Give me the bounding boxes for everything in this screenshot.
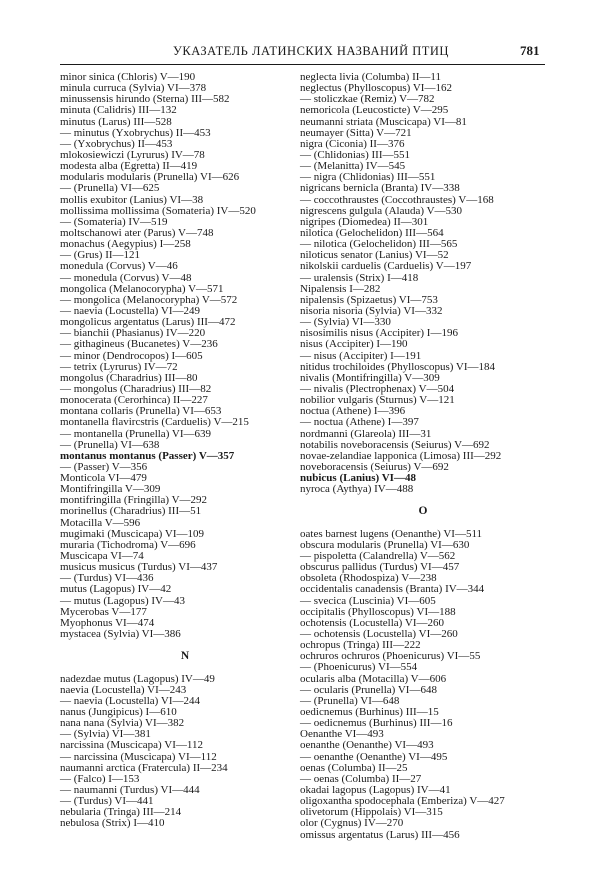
index-entry: — nisus (Accipiter) I—191 <box>300 349 422 362</box>
index-entry: nubicus (Lanius) VI—48 <box>300 472 416 485</box>
index-entry: mollissima mollissima (Somateria) IV—520 <box>60 204 256 217</box>
index-entry: minula curruca (Sylvia) VI—378 <box>60 82 207 95</box>
index-entry: mongolicus argentatus (Larus) III—472 <box>60 316 236 329</box>
index-entry: — (Passer) V—356 <box>60 460 148 473</box>
index-entry: — (Sylvia) VI—381 <box>60 728 151 741</box>
index-entry: — (Melanitta) IV—545 <box>300 160 406 173</box>
index-entry: — mongolica (Melanocorypha) V—572 <box>60 293 238 306</box>
index-entry: — nivalis (Plectrophenax) V—504 <box>300 382 455 395</box>
index-entry: mystacea (Sylvia) VI—386 <box>60 628 181 641</box>
index-entry: — (Turdus) VI—441 <box>60 795 154 808</box>
index-entry: naevia (Locustella) VI—243 <box>60 683 187 696</box>
page-header <box>0 44 545 64</box>
index-entry: nigricans bernicla (Branta) IV—338 <box>300 182 460 195</box>
index-entry: morinellus (Charadrius) III—51 <box>60 505 202 518</box>
index-entry: nipalensis (Spizaetus) VI—753 <box>300 293 438 306</box>
index-entry: — (Phoenicurus) VI—554 <box>300 661 418 674</box>
index-entry: monedula (Corvus) V—46 <box>60 260 178 273</box>
section-letter: O <box>418 505 428 518</box>
index-entry: — oenanthe (Oenanthe) VI—495 <box>300 750 448 763</box>
index-entry: Montifringilla V—309 <box>60 483 161 496</box>
index-entry: — githagineus (Bucanetes) V—236 <box>60 338 218 351</box>
index-entry: minutus (Larus) III—528 <box>60 115 172 128</box>
index-entry: Nipalensis I—282 <box>300 282 381 295</box>
index-entry: occidentalis canadensis (Branta) IV—344 <box>300 583 485 596</box>
index-entry: okadai lagopus (Lagopus) IV—41 <box>300 784 451 797</box>
index-entry: modularis modularis (Prunella) VI—626 <box>60 171 240 184</box>
index-entry: — narcissina (Muscicapa) VI—112 <box>60 750 217 763</box>
section-letter: N <box>180 650 190 663</box>
index-entry: nivalis (Montifringilla) V—309 <box>300 371 440 384</box>
index-entry: montifringilla (Fringilla) V—292 <box>60 494 208 507</box>
index-entry: — coccothraustes (Coccothraustes) V—168 <box>300 193 494 206</box>
index-entry: noveboracensis (Seiurus) V—692 <box>300 460 449 473</box>
index-entry: — minor (Dendrocopos) I—605 <box>60 349 203 362</box>
index-entry: — nigra (Chlidonias) III—551 <box>300 171 436 184</box>
index-entry: occipitalis (Phylloscopus) VI—188 <box>300 605 456 618</box>
index-entry: — mutus (Lagopus) IV—43 <box>60 594 185 607</box>
index-entry: nigripes (Diomedea) II—301 <box>300 215 429 228</box>
index-entry: obscurus pallidus (Turdus) VI—457 <box>300 561 460 574</box>
index-entry: noctua (Athene) I—396 <box>300 405 406 418</box>
index-entry: oenas (Columba) II—25 <box>300 761 408 774</box>
index-entry: nisosimilis nisus (Accipiter) I—196 <box>300 327 458 340</box>
index-entry: nisoria nisoria (Sylvia) VI—332 <box>300 304 443 317</box>
index-entry: — pispoletta (Calandrella) V—562 <box>300 550 456 563</box>
index-entry: nordmanni (Glareola) III—31 <box>300 427 432 440</box>
index-entry: — tetrix (Lyrurus) IV—72 <box>60 360 178 373</box>
index-entry: naumanni arctica (Fratercula) II—234 <box>60 761 228 774</box>
index-entry: omissus argentatus (Larus) III—456 <box>300 828 460 841</box>
index-entry: — oedicnemus (Burhinus) III—16 <box>300 717 453 730</box>
index-entry: minuta (Calidris) III—132 <box>60 104 177 117</box>
header-rule <box>60 64 545 65</box>
index-entry: nadezdae mutus (Lagopus) IV—49 <box>60 672 215 685</box>
index-entry: nitidus trochiloides (Phylloscopus) VI—184 <box>300 360 496 373</box>
index-entry: montana collaris (Prunella) VI—653 <box>60 405 222 418</box>
index-entry: — ocularis (Prunella) VI—648 <box>300 683 437 696</box>
index-entry: neglectus (Phylloscopus) VI—162 <box>300 82 452 95</box>
index-entry: montanella flavircstris (Carduelis) V—215 <box>60 416 249 429</box>
index-entry: mongolica (Melanocorypha) V—571 <box>60 282 224 295</box>
index-entry: narcissina (Muscicapa) VI—112 <box>60 739 203 752</box>
index-entry: — stoliczkae (Remiz) V—782 <box>300 93 435 106</box>
index-entry: nigrescens gulgula (Alauda) V—530 <box>300 204 463 217</box>
index-entry: minor sinica (Chloris) V—190 <box>60 71 196 83</box>
index-entry: — (Prunella) VI—648 <box>300 694 400 707</box>
index-entry: — (Chlidonias) III—551 <box>300 148 410 161</box>
index-entry: montanus montanus (Passer) V—357 <box>60 449 235 462</box>
index-entry: — nilotica (Gelochelidon) III—565 <box>300 238 458 251</box>
index-entry: — ochotensis (Locustella) VI—260 <box>300 628 458 641</box>
index-entry: neumayer (Sitta) V—721 <box>300 126 412 139</box>
index-entry: neglecta livia (Columba) II—11 <box>300 71 442 83</box>
index-entry: — naevia (Locustella) VI—249 <box>60 304 201 317</box>
index-entry: ochruros ochruros (Phoenicurus) VI—55 <box>300 650 481 663</box>
index-entry: muraria (Tichodroma) V—696 <box>60 538 196 551</box>
index-entry: nyroca (Aythya) IV—488 <box>300 483 414 496</box>
index-entry: — noctua (Athene) I—397 <box>300 416 419 429</box>
index-entry: nemoricola (Leucosticte) V—295 <box>300 104 449 117</box>
index-entry: — (Falco) I—153 <box>60 772 140 785</box>
index-entry: — (Sylvia) VI—330 <box>300 316 391 329</box>
index-entry: — naumanni (Turdus) VI—444 <box>60 784 200 797</box>
index-entry: moltschanowi ater (Parus) V—748 <box>60 226 214 239</box>
index-entry: — monedula (Corvus) V—48 <box>60 271 192 284</box>
index-entry: Oenanthe VI—493 <box>300 728 384 741</box>
index-entry: mollis exubitor (Lanius) VI—38 <box>60 193 204 206</box>
index-entry: notabilis noveboracensis (Seiurus) V—692 <box>300 438 490 451</box>
index-entry: mugimaki (Muscicapa) VI—109 <box>60 527 204 540</box>
index-entry: Muscicapa VI—74 <box>60 550 144 563</box>
index-entry: mlokosiewiczi (Lyrurus) IV—78 <box>60 148 205 161</box>
index-entry: Motacilla V—596 <box>60 516 141 529</box>
index-entry: monocerata (Cerorhinca) II—227 <box>60 394 208 407</box>
index-entry: — (Grus) II—121 <box>60 249 141 262</box>
index-entry: neumanni striata (Muscicapa) VI—81 <box>300 115 467 128</box>
index-entry: minussensis hirundo (Sterna) III—582 <box>60 93 230 106</box>
index-entry: nobilior vulgaris (Sturnus) V—121 <box>300 394 455 407</box>
running-title: УКАЗАТЕЛЬ ЛАТИНСКИХ НАЗВАНИЙ ПТИЦ <box>173 44 449 58</box>
index-entry: monachus (Aegypius) I—258 <box>60 238 191 251</box>
index-entry: — oenas (Columba) II—27 <box>300 772 422 785</box>
index-entry: nikolskii carduelis (Carduelis) V—197 <box>300 260 472 273</box>
index-entry: — naevia (Locustella) VI—244 <box>60 694 201 707</box>
index-entry: — uralensis (Strix) I—418 <box>300 271 419 284</box>
index-entry: obsoleta (Rhodospiza) V—238 <box>300 572 437 585</box>
index-entry: oenanthe (Oenanthe) VI—493 <box>300 739 434 752</box>
index-entry: olivetorum (Hippolais) VI—315 <box>300 806 443 819</box>
index-entry: nigra (Ciconia) II—376 <box>300 137 405 150</box>
index-entry: ocularis alba (Motacilla) V—606 <box>300 672 447 685</box>
index-entry: nisus (Accipiter) I—190 <box>300 338 408 351</box>
index-entry: olor (Cygnus) IV—270 <box>300 817 404 830</box>
index-column-left <box>60 72 310 830</box>
index-entry: ochropus (Tringa) III—222 <box>300 639 421 652</box>
index-entry: musicus musicus (Turdus) VI—437 <box>60 561 218 574</box>
index-entry: — (Turdus) VI—436 <box>60 572 154 585</box>
index-entry: Myophonus VI—474 <box>60 616 155 629</box>
index-entry: novae-zelandiae lapponica (Limosa) III—292 <box>300 449 502 462</box>
index-entry: modesta alba (Egretta) II—419 <box>60 160 198 173</box>
index-entry: — bianchii (Phasianus) IV—220 <box>60 327 206 340</box>
index-entry: — svecica (Luscinia) VI—605 <box>300 594 436 607</box>
index-entry: nebulosa (Strix) I—410 <box>60 817 165 830</box>
index-entry: — (Somateria) IV—519 <box>60 215 168 228</box>
index-entry: mutus (Lagopus) IV—42 <box>60 583 172 596</box>
page-number: 781 <box>520 43 540 58</box>
index-entry: obscura modularis (Prunella) VI—630 <box>300 538 470 551</box>
index-entry: mongolus (Charadrius) III—80 <box>60 371 198 384</box>
index-entry: oates barnest lugens (Oenanthe) VI—511 <box>300 527 483 540</box>
index-entry: — montanella (Prunella) VI—639 <box>60 427 212 440</box>
index-entry: oedicnemus (Burhinus) III—15 <box>300 706 439 719</box>
index-entry: Monticola VI—479 <box>60 472 147 485</box>
index-entry: niloticus senator (Lanius) VI—52 <box>300 249 449 262</box>
index-entry: — (Yxobrychus) II—453 <box>60 137 173 150</box>
index-entry: — mongolus (Charadrius) III—82 <box>60 382 212 395</box>
index-entry: nanus (Jungipicus) I—610 <box>60 706 177 719</box>
index-entry: oligoxantha spodocephala (Emberiza) V—427 <box>300 795 505 808</box>
index-entry: — (Prunella) VI—638 <box>60 438 160 451</box>
index-entry: — minutus (Yxobrychus) II—453 <box>60 126 211 139</box>
index-entry: nebularia (Tringa) III—214 <box>60 806 182 819</box>
index-column-right <box>300 72 546 841</box>
index-entry: nilotica (Gelochelidon) III—564 <box>300 226 444 239</box>
index-entry: ochotensis (Locustella) VI—260 <box>300 616 444 629</box>
index-entry: Mycerobas V—177 <box>60 605 147 618</box>
index-entry: — (Prunella) VI—625 <box>60 182 160 195</box>
index-entry: nana nana (Sylvia) VI—382 <box>60 717 185 730</box>
